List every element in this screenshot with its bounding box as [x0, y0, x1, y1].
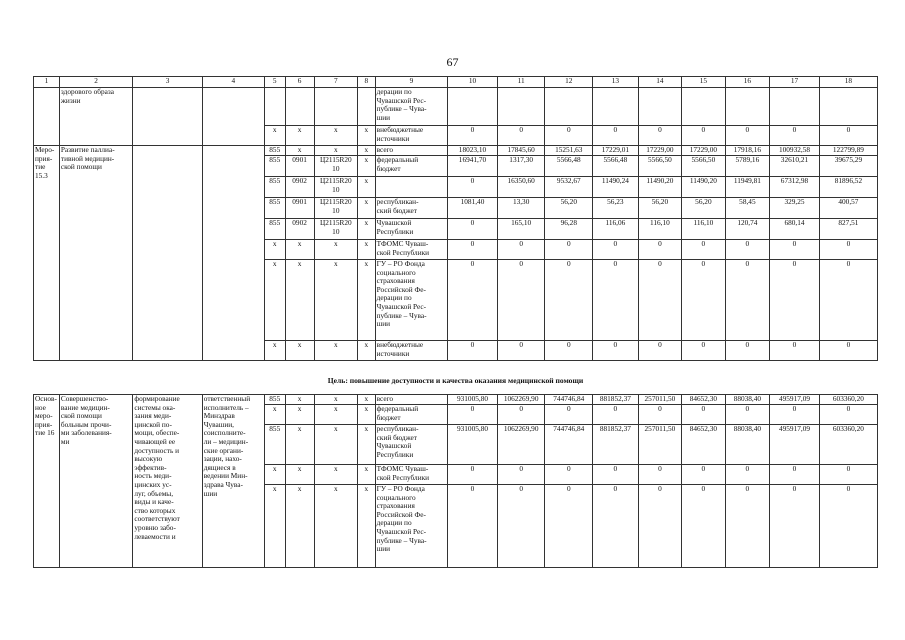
value-cell: 116,10 — [638, 219, 681, 240]
budget-table-top — [33, 76, 878, 361]
cell-c8: x — [358, 405, 376, 425]
cell-c8: x — [358, 395, 376, 405]
value-cell: 1317,30 — [497, 156, 545, 177]
page-number: 67 — [446, 55, 459, 69]
value-cell: 5789,16 — [725, 156, 770, 177]
cell-c6: x — [285, 126, 314, 146]
value-cell: 0 — [497, 405, 545, 425]
value-cell: 0 — [819, 405, 877, 425]
value-cell — [682, 88, 725, 126]
value-cell: 0 — [725, 405, 770, 425]
cell-c7: Ц2115R20 10 — [314, 198, 357, 219]
cell-c5 — [264, 88, 285, 126]
cell-c5: 855 — [264, 395, 285, 405]
value-cell: 5566,48 — [593, 156, 639, 177]
cell-c8: x — [358, 146, 376, 156]
value-cell — [593, 88, 639, 126]
cell-c8: x — [358, 465, 376, 485]
value-cell — [725, 88, 770, 126]
header-cell: 2 — [59, 77, 133, 88]
value-cell — [638, 88, 681, 126]
value-cell: 1062269,90 — [497, 425, 545, 465]
value-cell: 0 — [819, 260, 877, 341]
source-cell: внебюджетные источники — [375, 341, 447, 361]
value-cell: 0 — [448, 341, 498, 361]
value-cell: 9532,67 — [545, 177, 593, 198]
value-cell: 744746,84 — [545, 395, 593, 405]
header-cell: 8 — [358, 77, 376, 88]
source-cell: федеральный бюджет — [375, 156, 447, 177]
value-cell: 0 — [545, 485, 593, 568]
cell-c7: x — [314, 260, 357, 341]
value-cell: 0 — [770, 341, 820, 361]
source-cell: Чувашской Республики — [375, 219, 447, 240]
value-cell: 17229,01 — [593, 146, 639, 156]
value-cell: 0 — [682, 260, 725, 341]
value-cell: 15251,63 — [545, 146, 593, 156]
value-cell: 0 — [819, 126, 877, 146]
value-cell: 881852,37 — [593, 425, 639, 465]
value-cell: 0 — [448, 405, 498, 425]
value-cell: 1081,40 — [448, 198, 498, 219]
cell-c7: x — [314, 240, 357, 260]
value-cell: 0 — [682, 465, 725, 485]
value-cell: 17229,00 — [682, 146, 725, 156]
value-cell: 0 — [593, 126, 639, 146]
value-cell: 18023,10 — [448, 146, 498, 156]
header-cell: 15 — [682, 77, 725, 88]
value-cell — [819, 88, 877, 126]
header-cell: 1 — [34, 77, 60, 88]
value-cell: 56,20 — [638, 198, 681, 219]
value-cell: 495917,09 — [770, 395, 820, 405]
cell-col-2: здорового образа жизни — [59, 88, 133, 146]
value-cell: 0 — [725, 260, 770, 341]
header-cell: 4 — [202, 77, 264, 88]
cell-c7: x — [314, 395, 357, 405]
cell-c6: 0901 — [285, 198, 314, 219]
value-cell: 0 — [770, 405, 820, 425]
value-cell: 0 — [682, 240, 725, 260]
cell-c7 — [314, 88, 357, 126]
cell-c7: x — [314, 341, 357, 361]
value-cell: 84652,30 — [682, 425, 725, 465]
value-cell: 32610,21 — [770, 156, 820, 177]
cell-col-1: Основ- ное меро- прия- тие 16 — [34, 395, 60, 568]
value-cell: 0 — [497, 485, 545, 568]
cell-c8: x — [358, 219, 376, 240]
source-cell: республикан- ский бюджет — [375, 198, 447, 219]
value-cell: 0 — [593, 341, 639, 361]
value-cell: 39675,29 — [819, 156, 877, 177]
value-cell: 400,57 — [819, 198, 877, 219]
cell-col-2: Развитие паллиа- тивной медицин- ской помощи — [59, 146, 133, 361]
value-cell: 0 — [593, 240, 639, 260]
source-cell: дерации по Чувашской Рес- публике – Чува- шии — [375, 88, 447, 126]
cell-c5: x — [264, 126, 285, 146]
value-cell: 84652,30 — [682, 395, 725, 405]
source-cell: внебюджетные источники — [375, 126, 447, 146]
value-cell: 329,25 — [770, 198, 820, 219]
value-cell: 120,74 — [725, 219, 770, 240]
value-cell: 257011,50 — [638, 395, 681, 405]
value-cell: 56,23 — [593, 198, 639, 219]
value-cell: 0 — [545, 240, 593, 260]
cell-c7: Ц2115R20 10 — [314, 156, 357, 177]
value-cell: 13,30 — [497, 198, 545, 219]
value-cell: 67312,98 — [770, 177, 820, 198]
value-cell: 0 — [497, 341, 545, 361]
value-cell: 116,10 — [682, 219, 725, 240]
value-cell: 11490,20 — [682, 177, 725, 198]
cell-c7: x — [314, 146, 357, 156]
cell-c7: x — [314, 405, 357, 425]
header-cell: 6 — [285, 77, 314, 88]
value-cell: 0 — [448, 465, 498, 485]
cell-c7: Ц2115R20 10 — [314, 219, 357, 240]
value-cell: 56,20 — [545, 198, 593, 219]
source-cell: ГУ – РО Фонда социального страхования Российской Фе- дерации по Чувашской Рес- публике – Чува- шии — [375, 485, 447, 568]
value-cell: 116,06 — [593, 219, 639, 240]
value-cell: 0 — [497, 240, 545, 260]
value-cell: 0 — [638, 405, 681, 425]
value-cell: 0 — [725, 341, 770, 361]
cell-col-4 — [202, 146, 264, 361]
value-cell: 0 — [682, 405, 725, 425]
source-cell: всего — [375, 395, 447, 405]
value-cell: 88038,40 — [725, 425, 770, 465]
value-cell: 0 — [545, 126, 593, 146]
cell-c8: x — [358, 156, 376, 177]
value-cell: 0 — [545, 465, 593, 485]
cell-c7: Ц2115R20 10 — [314, 177, 357, 198]
value-cell: 0 — [725, 465, 770, 485]
header-cell: 14 — [638, 77, 681, 88]
value-cell: 0 — [593, 465, 639, 485]
value-cell: 1062269,90 — [497, 395, 545, 405]
cell-c7: x — [314, 485, 357, 568]
value-cell: 58,45 — [725, 198, 770, 219]
cell-c5: 855 — [264, 146, 285, 156]
value-cell — [770, 88, 820, 126]
cell-c6: x — [285, 240, 314, 260]
cell-col-2: Совершенство- вание медицин- ской помощи больным прочи- ми заболевания- ми — [59, 395, 133, 568]
value-cell: 881852,37 — [593, 395, 639, 405]
value-cell: 0 — [497, 126, 545, 146]
header-cell: 13 — [593, 77, 639, 88]
cell-c8: x — [358, 198, 376, 219]
value-cell: 16350,60 — [497, 177, 545, 198]
value-cell: 0 — [770, 240, 820, 260]
value-cell: 0 — [545, 341, 593, 361]
table-row — [34, 88, 878, 126]
value-cell: 96,28 — [545, 219, 593, 240]
value-cell: 495917,09 — [770, 425, 820, 465]
header-cell: 11 — [497, 77, 545, 88]
header-cell: 18 — [819, 77, 877, 88]
value-cell: 0 — [725, 240, 770, 260]
cell-col-1 — [34, 88, 60, 146]
value-cell: 680,14 — [770, 219, 820, 240]
value-cell: 17229,00 — [638, 146, 681, 156]
value-cell: 0 — [770, 260, 820, 341]
value-cell: 100932,58 — [770, 146, 820, 156]
value-cell: 0 — [497, 260, 545, 341]
value-cell: 11490,20 — [638, 177, 681, 198]
value-cell: 0 — [638, 126, 681, 146]
value-cell: 0 — [448, 177, 498, 198]
value-cell: 0 — [448, 219, 498, 240]
cell-col-4 — [202, 88, 264, 146]
value-cell: 0 — [770, 126, 820, 146]
value-cell: 17918,16 — [725, 146, 770, 156]
value-cell: 744746,84 — [545, 425, 593, 465]
value-cell: 0 — [497, 465, 545, 485]
cell-c5: x — [264, 260, 285, 341]
cell-c7: x — [314, 425, 357, 465]
cell-col-4: ответственный исполнитель – Минздрав Чувашии, соисполните- ли – медицин- ские органи- зации, нахо- дящиеся в ведении Мин- здрава Чува- шии — [202, 395, 264, 568]
value-cell: 0 — [638, 341, 681, 361]
cell-col-3 — [133, 146, 202, 361]
value-cell: 603360,20 — [819, 395, 877, 405]
value-cell: 0 — [819, 465, 877, 485]
value-cell: 0 — [545, 405, 593, 425]
value-cell — [545, 88, 593, 126]
cell-c8: x — [358, 260, 376, 341]
cell-c8: x — [358, 240, 376, 260]
cell-c6: x — [285, 395, 314, 405]
cell-c8: x — [358, 485, 376, 568]
cell-c6: 0902 — [285, 219, 314, 240]
budget-table-bottom — [33, 394, 878, 568]
cell-c5: 855 — [264, 177, 285, 198]
value-cell: 0 — [638, 240, 681, 260]
header-cell: 7 — [314, 77, 357, 88]
value-cell: 0 — [770, 485, 820, 568]
value-cell: 0 — [725, 485, 770, 568]
value-cell: 5566,50 — [638, 156, 681, 177]
cell-c8: x — [358, 341, 376, 361]
value-cell: 5566,48 — [545, 156, 593, 177]
value-cell: 931005,80 — [448, 395, 498, 405]
source-cell — [375, 177, 447, 198]
value-cell: 257011,50 — [638, 425, 681, 465]
cell-col-3: формирование системы ока- зания меди- цинской по- мощи, обеспе- чивающей ее доступность и высокую эффектив- ность меди- цинских ус- луг, объемы, виды и каче- ство которых соответствуют уровню забо- леваемости и — [133, 395, 202, 568]
cell-c5: 855 — [264, 219, 285, 240]
source-cell: ТФОМС Чуваш- ской Республики — [375, 465, 447, 485]
cell-c8 — [358, 88, 376, 126]
header-cell: 17 — [770, 77, 820, 88]
header-cell: 16 — [725, 77, 770, 88]
value-cell: 122799,89 — [819, 146, 877, 156]
value-cell: 0 — [819, 240, 877, 260]
value-cell: 0 — [545, 260, 593, 341]
cell-col-3 — [133, 88, 202, 146]
cell-c8: x — [358, 425, 376, 465]
cell-c6: x — [285, 465, 314, 485]
cell-c6: 0902 — [285, 177, 314, 198]
cell-c5: 855 — [264, 156, 285, 177]
header-row — [34, 77, 878, 88]
value-cell — [448, 88, 498, 126]
value-cell: 0 — [638, 485, 681, 568]
cell-c5: x — [264, 240, 285, 260]
cell-c8: x — [358, 177, 376, 198]
value-cell: 88038,40 — [725, 395, 770, 405]
source-cell: ТФОМС Чуваш- ской Республики — [375, 240, 447, 260]
source-cell: республикан- ский бюджет Чувашской Республики — [375, 425, 447, 465]
value-cell: 0 — [593, 405, 639, 425]
cell-c6: x — [285, 485, 314, 568]
value-cell: 11949,81 — [725, 177, 770, 198]
value-cell: 0 — [638, 260, 681, 341]
source-cell: всего — [375, 146, 447, 156]
header-cell: 3 — [133, 77, 202, 88]
table-row — [34, 146, 878, 156]
value-cell: 16941,70 — [448, 156, 498, 177]
value-cell: 0 — [448, 260, 498, 341]
header-cell: 10 — [448, 77, 498, 88]
value-cell: 0 — [682, 126, 725, 146]
cell-c5: x — [264, 465, 285, 485]
value-cell: 0 — [448, 485, 498, 568]
value-cell: 5566,50 — [682, 156, 725, 177]
value-cell — [497, 88, 545, 126]
cell-c5: 855 — [264, 425, 285, 465]
value-cell: 81896,52 — [819, 177, 877, 198]
cell-c6 — [285, 88, 314, 126]
value-cell: 0 — [638, 465, 681, 485]
cell-c5: x — [264, 405, 285, 425]
value-cell: 0 — [682, 485, 725, 568]
source-cell: федеральный бюджет — [375, 405, 447, 425]
value-cell: 0 — [593, 485, 639, 568]
header-cell: 5 — [264, 77, 285, 88]
value-cell: 0 — [819, 485, 877, 568]
value-cell: 11490,24 — [593, 177, 639, 198]
cell-c6: x — [285, 341, 314, 361]
cell-c5: x — [264, 341, 285, 361]
cell-c6: x — [285, 425, 314, 465]
value-cell: 0 — [770, 465, 820, 485]
value-cell: 0 — [448, 240, 498, 260]
cell-c6: x — [285, 146, 314, 156]
value-cell: 165,10 — [497, 219, 545, 240]
header-cell: 12 — [545, 77, 593, 88]
cell-c7: x — [314, 465, 357, 485]
cell-col-1: Меро- прия- тие 15.3 — [34, 146, 60, 361]
value-cell: 603360,20 — [819, 425, 877, 465]
cell-c7: x — [314, 126, 357, 146]
value-cell: 56,20 — [682, 198, 725, 219]
table-row — [34, 395, 878, 405]
cell-c5: x — [264, 485, 285, 568]
source-cell: ГУ – РО Фонда социального страхования Российской Фе- дерации по Чувашской Рес- публике – Чува- шии — [375, 260, 447, 341]
value-cell: 17845,60 — [497, 146, 545, 156]
cell-c6: 0901 — [285, 156, 314, 177]
value-cell: 931005,80 — [448, 425, 498, 465]
cell-c6: x — [285, 405, 314, 425]
value-cell: 827,51 — [819, 219, 877, 240]
value-cell: 0 — [819, 341, 877, 361]
value-cell: 0 — [682, 341, 725, 361]
cell-c6: x — [285, 260, 314, 341]
cell-c8: x — [358, 126, 376, 146]
value-cell: 0 — [593, 260, 639, 341]
cell-c5: 855 — [264, 198, 285, 219]
value-cell: 0 — [448, 126, 498, 146]
value-cell: 0 — [725, 126, 770, 146]
goal-heading: Цель: повышение доступности и качества оказания медицинской помощи — [327, 376, 584, 385]
header-cell: 9 — [375, 77, 447, 88]
